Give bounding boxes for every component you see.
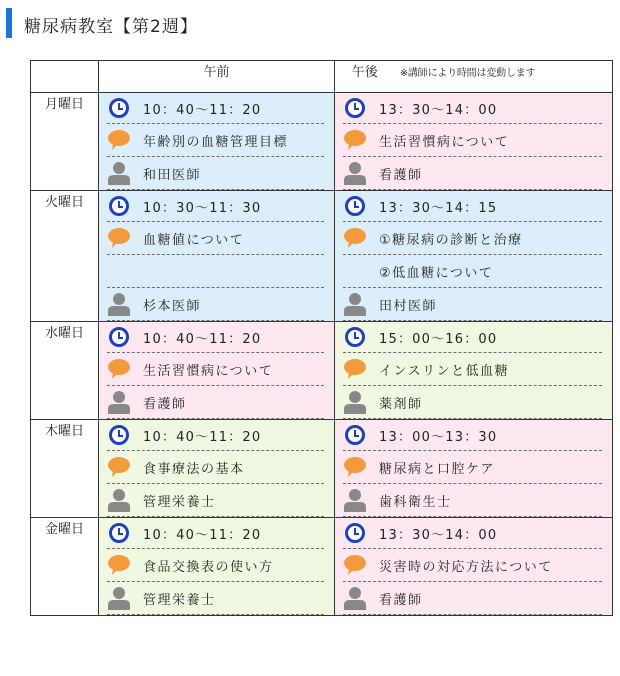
session-line-time — [107, 518, 324, 549]
speech-bubble-icon — [107, 226, 131, 250]
clock-face — [109, 523, 129, 543]
pm-session-cell — [335, 93, 613, 191]
am-session-cell — [99, 191, 335, 322]
speech-bubble-icon — [107, 128, 131, 152]
session-lecturer: 看護師 — [143, 396, 187, 412]
speech-bubble-shape — [343, 129, 367, 151]
speech-bubble-shape — [107, 129, 131, 151]
session-line-lecturer — [107, 386, 324, 419]
session-time: 10：30～11：30 — [143, 200, 262, 216]
person-shape — [107, 586, 131, 610]
session-line-lecturer — [343, 288, 602, 321]
session-topic: 災害時の対応方法について — [379, 559, 553, 575]
title-accent-bar — [6, 8, 12, 38]
session-time: 10：40～11：20 — [143, 331, 262, 347]
am-column-header — [99, 61, 335, 93]
speech-bubble-icon — [107, 553, 131, 577]
session-line-lecturer — [343, 157, 602, 190]
pm-session-cell — [335, 420, 613, 518]
person-icon — [107, 488, 131, 512]
person-icon — [107, 292, 131, 316]
speech-bubble-shape — [107, 358, 131, 380]
session-line-topic — [107, 222, 324, 255]
session-line-time — [343, 191, 602, 222]
session-line-time — [107, 420, 324, 451]
session-line-lecturer — [107, 288, 324, 321]
clock-face — [109, 98, 129, 118]
clock-icon — [107, 423, 131, 447]
person-icon — [343, 488, 367, 512]
icon-spacer — [107, 259, 131, 283]
am-header-label: 午前 — [203, 65, 230, 80]
session-line-time — [107, 191, 324, 222]
am-session-cell — [99, 322, 335, 420]
corner-cell — [31, 61, 99, 93]
day-row — [31, 191, 613, 322]
clock-icon — [343, 325, 367, 349]
clock-face — [345, 523, 365, 543]
session-lecturer: 管理栄養士 — [143, 494, 216, 510]
speech-bubble-shape — [343, 456, 367, 478]
session-time: 10：40～11：20 — [143, 102, 262, 118]
session-lecturer: 看護師 — [379, 592, 423, 608]
speech-bubble-icon — [343, 128, 367, 152]
person-shape — [343, 292, 367, 316]
session-line-lecturer — [107, 484, 324, 517]
session-time: 13：30～14：15 — [379, 200, 498, 216]
session-line-lecturer — [107, 582, 324, 615]
clock-face — [109, 196, 129, 216]
schedule-table — [30, 60, 613, 616]
session-line-topic — [343, 222, 602, 255]
clock-icon — [107, 96, 131, 120]
pm-header-note: ※講師により時間は変動します — [399, 68, 536, 79]
icon-spacer — [343, 259, 367, 283]
clock-icon — [343, 521, 367, 545]
pm-session-cell — [335, 322, 613, 420]
person-shape — [343, 488, 367, 512]
session-line-time — [343, 420, 602, 451]
person-icon — [107, 390, 131, 414]
clock-face — [345, 425, 365, 445]
clock-icon — [343, 423, 367, 447]
session-line-lecturer — [343, 582, 602, 615]
clock-face — [109, 327, 129, 347]
session-lecturer: 和田医師 — [143, 167, 202, 183]
session-topic: インスリンと低血糖 — [379, 363, 510, 379]
day-row — [31, 420, 613, 518]
day-row — [31, 93, 613, 191]
person-shape — [343, 390, 367, 414]
session-line-time — [343, 93, 602, 124]
clock-face — [345, 327, 365, 347]
session-line-topic — [343, 549, 602, 582]
speech-bubble-shape — [107, 227, 131, 249]
am-session-cell — [99, 420, 335, 518]
person-icon — [343, 390, 367, 414]
clock-icon — [343, 194, 367, 218]
session-line-time — [343, 518, 602, 549]
speech-bubble-shape — [107, 456, 131, 478]
day-label: 月曜日 — [31, 93, 99, 191]
session-lecturer: 看護師 — [379, 167, 423, 183]
clock-face — [345, 98, 365, 118]
clock-icon — [107, 194, 131, 218]
session-line-topic — [107, 451, 324, 484]
person-icon — [343, 161, 367, 185]
pm-session-cell — [335, 191, 613, 322]
session-topic: 食品交換表の使い方 — [143, 559, 274, 575]
session-time: 10：40～11：20 — [143, 527, 262, 543]
session-line-blank — [343, 255, 602, 288]
clock-face — [109, 425, 129, 445]
session-line-time — [343, 322, 602, 353]
person-icon — [343, 292, 367, 316]
speech-bubble-shape — [107, 554, 131, 576]
session-line-lecturer — [107, 157, 324, 190]
session-time: 10：40～11：20 — [143, 429, 262, 445]
speech-bubble-shape — [343, 554, 367, 576]
speech-bubble-icon — [343, 455, 367, 479]
person-shape — [107, 292, 131, 316]
person-shape — [343, 586, 367, 610]
speech-bubble-shape — [343, 227, 367, 249]
session-topic: 血糖値について — [143, 232, 245, 248]
session-time: 15：00～16：00 — [379, 331, 498, 347]
session-time: 13：00～13：30 — [379, 429, 498, 445]
clock-face — [345, 196, 365, 216]
am-session-cell — [99, 93, 335, 191]
clock-icon — [107, 521, 131, 545]
day-label: 火曜日 — [31, 191, 99, 322]
header-row — [31, 61, 613, 93]
session-time: 13：30～14：00 — [379, 527, 498, 543]
session-line-topic — [107, 549, 324, 582]
speech-bubble-shape — [343, 358, 367, 380]
pm-session-cell — [335, 518, 613, 616]
schedule-body — [31, 93, 613, 616]
person-shape — [107, 161, 131, 185]
person-icon — [107, 586, 131, 610]
session-line-topic — [107, 353, 324, 386]
session-topic: 年齢別の血糖管理目標 — [143, 134, 289, 150]
session-topic: 生活習慣病について — [143, 363, 274, 379]
speech-bubble-icon — [343, 226, 367, 250]
day-row — [31, 518, 613, 616]
session-line-blank — [107, 255, 324, 288]
page-title: 糖尿病教室【第2週】 — [24, 17, 198, 37]
session-lecturer: 田村医師 — [379, 298, 438, 314]
day-row — [31, 322, 613, 420]
am-session-cell — [99, 518, 335, 616]
session-lecturer: 杉本医師 — [143, 298, 202, 314]
session-line-time — [107, 322, 324, 353]
speech-bubble-icon — [343, 357, 367, 381]
session-line-topic — [343, 124, 602, 157]
person-shape — [343, 161, 367, 185]
session-topic: ①糖尿病の診断と治療 — [379, 232, 523, 248]
session-topic: 食事療法の基本 — [143, 461, 245, 477]
session-line-topic — [107, 124, 324, 157]
day-label: 木曜日 — [31, 420, 99, 518]
day-label: 水曜日 — [31, 322, 99, 420]
speech-bubble-icon — [107, 357, 131, 381]
session-topic: 糖尿病と口腔ケア — [379, 461, 496, 477]
session-line-time — [107, 93, 324, 124]
session-time: 13：30～14：00 — [379, 102, 498, 118]
session-lecturer: 管理栄養士 — [143, 592, 216, 608]
session-line-lecturer — [343, 484, 602, 517]
session-line-topic — [343, 353, 602, 386]
day-label: 金曜日 — [31, 518, 99, 616]
session-line-lecturer — [343, 386, 602, 419]
person-shape — [107, 390, 131, 414]
clock-icon — [107, 325, 131, 349]
person-icon — [107, 161, 131, 185]
session-topic: ②低血糖について — [379, 265, 494, 281]
clock-icon — [343, 96, 367, 120]
session-lecturer: 歯科衛生士 — [379, 494, 452, 510]
speech-bubble-icon — [343, 553, 367, 577]
session-lecturer: 薬剤師 — [379, 396, 423, 412]
speech-bubble-icon — [107, 455, 131, 479]
person-shape — [107, 488, 131, 512]
session-line-topic — [343, 451, 602, 484]
session-topic: 生活習慣病について — [379, 134, 510, 150]
pm-header-label: 午後 — [351, 65, 378, 80]
person-icon — [343, 586, 367, 610]
pm-column-header — [335, 61, 613, 93]
